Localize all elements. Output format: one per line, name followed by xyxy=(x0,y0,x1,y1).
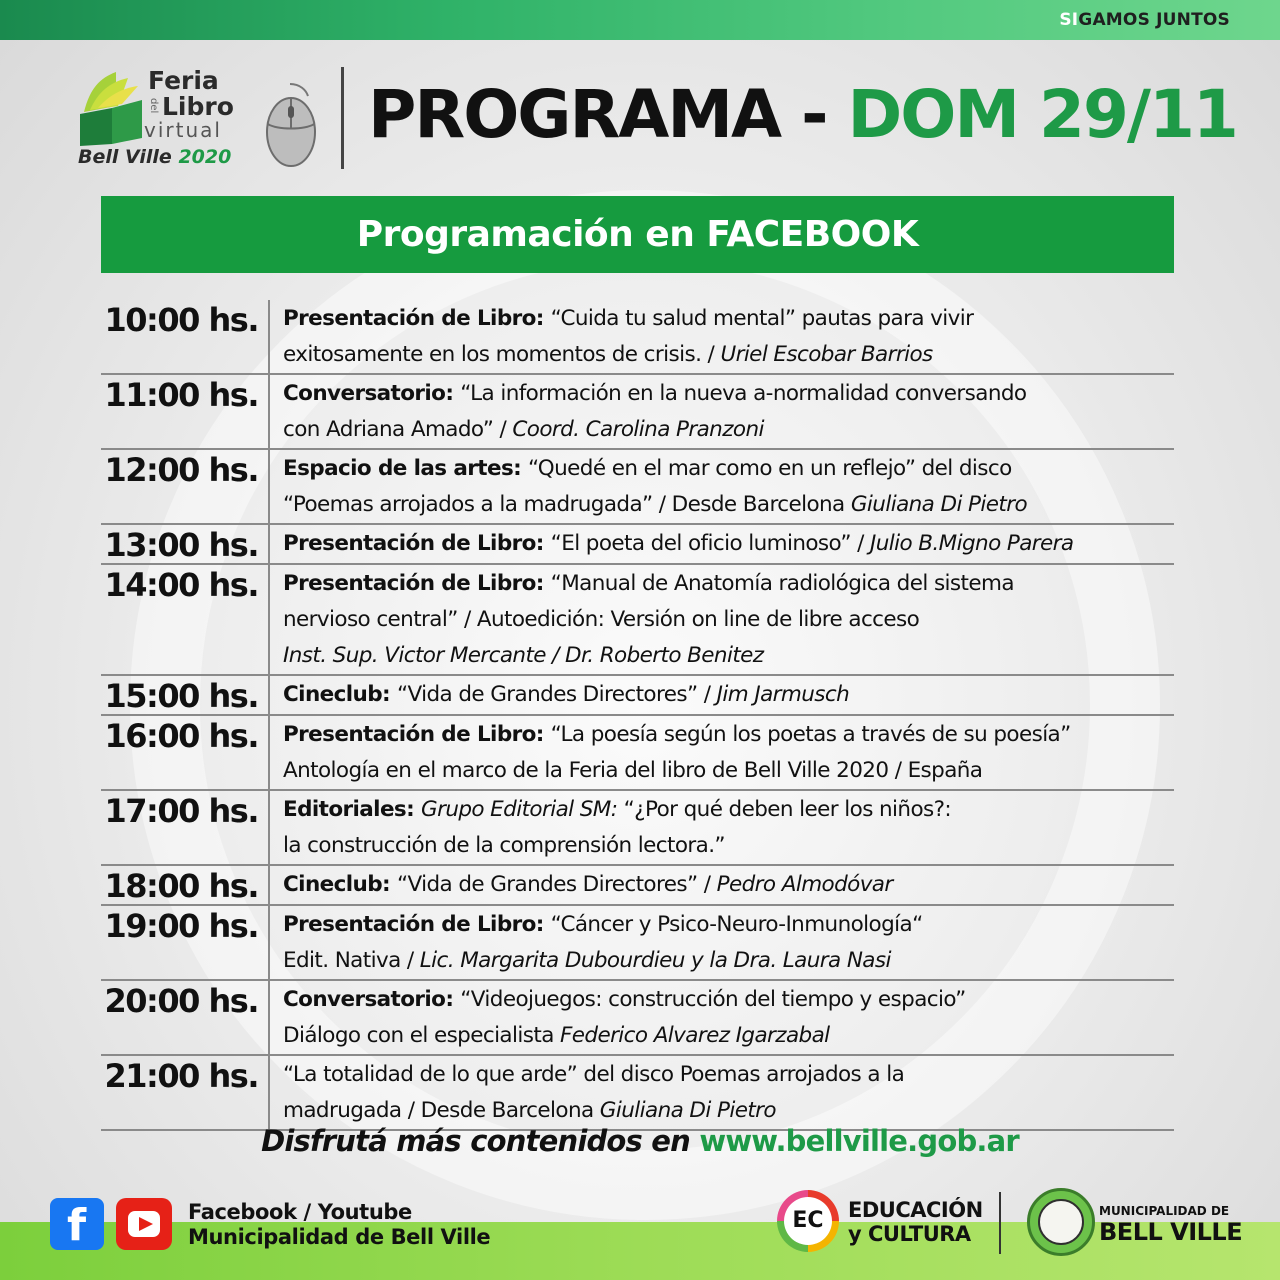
description-segment: Espacio de las artes: xyxy=(283,456,529,481)
description-segment: Conversatorio: xyxy=(283,987,461,1012)
logo-de-text: del xyxy=(148,98,159,114)
description-segment: la construcción de la comprensión lectora.” xyxy=(283,833,725,858)
description-line xyxy=(283,451,1174,487)
schedule-description xyxy=(270,676,1174,714)
schedule-description xyxy=(270,300,1174,373)
schedule-time: 14:00 hs. xyxy=(101,565,270,674)
description-segment: “¿Por qué deben leer los niños?: xyxy=(623,797,952,822)
description-segment: “La totalidad de lo que arde” del disco Poemas arrojados a la xyxy=(283,1062,905,1087)
schedule-row xyxy=(101,866,1174,906)
schedule-row xyxy=(101,791,1174,866)
description-line xyxy=(283,337,1174,373)
schedule-description xyxy=(270,866,1174,904)
program-date: DOM 29/11 xyxy=(847,76,1237,153)
description-segment: “La poesía según los poetas a través de su poesía” xyxy=(550,722,1071,747)
description-segment: Antología en el marco de la Feria del libro de Bell Ville 2020 / España xyxy=(283,758,983,783)
schedule-row xyxy=(101,1056,1174,1131)
description-segment: Federico Alvarez Igarzabal xyxy=(560,1023,830,1048)
description-segment: Presentación de Libro: xyxy=(283,571,551,596)
description-line xyxy=(283,566,1174,602)
description-segment: Pedro Almodóvar xyxy=(716,872,893,897)
slogan: SIGAMOS JUNTOS xyxy=(1059,10,1230,30)
bell-ville-label: BELL VILLE xyxy=(1099,1218,1243,1246)
description-segment: madrugada / Desde Barcelona xyxy=(283,1098,600,1123)
footer-divider xyxy=(999,1192,1001,1254)
page-title: PROGRAMA - DOM 29/11 xyxy=(368,76,1237,153)
description-segment: Uriel Escobar Barrios xyxy=(720,342,933,367)
description-segment: “El poeta del oficio luminoso” / xyxy=(550,531,870,556)
description-segment: Edit. Nativa / xyxy=(283,948,420,973)
description-line xyxy=(283,753,1174,789)
description-line xyxy=(283,982,1174,1018)
description-segment: Grupo Editorial SM: xyxy=(421,797,624,822)
schedule-description xyxy=(270,1056,1174,1129)
description-line xyxy=(283,867,1174,903)
description-segment: “Manual de Anatomía radiológica del sistema xyxy=(550,571,1014,596)
schedule-time: 21:00 hs. xyxy=(101,1056,270,1129)
social-icons xyxy=(50,1198,172,1250)
youtube-icon[interactable] xyxy=(116,1198,172,1250)
schedule-row xyxy=(101,565,1174,676)
header-divider xyxy=(341,67,344,169)
description-segment: Diálogo con el especialista xyxy=(283,1023,560,1048)
schedule-row xyxy=(101,450,1174,525)
description-segment: “Videojuegos: construcción del tiempo y espacio” xyxy=(460,987,966,1012)
description-line xyxy=(283,638,1174,674)
description-segment: Inst. Sup. Victor Mercante / Dr. Roberto Benitez xyxy=(283,643,764,668)
description-line xyxy=(283,301,1174,337)
description-segment: “Cáncer y Psico-Neuro-Inmunología“ xyxy=(550,912,923,937)
educacion-cultura-text: EDUCACIÓN y CULTURA xyxy=(848,1198,983,1246)
description-line xyxy=(283,487,1174,523)
schedule-time: 11:00 hs. xyxy=(101,375,270,448)
logo-feria-text: Feria xyxy=(148,66,219,95)
description-segment: Cineclub: xyxy=(283,872,397,897)
schedule-time: 16:00 hs. xyxy=(101,716,270,789)
description-segment: Giuliana Di Pietro xyxy=(850,492,1028,517)
description-line xyxy=(283,1018,1174,1054)
description-segment: Coord. Carolina Pranzoni xyxy=(512,417,764,442)
municipalidad-crest-icon xyxy=(1027,1188,1095,1256)
schedule-time: 19:00 hs. xyxy=(101,906,270,979)
schedule-row xyxy=(101,676,1174,716)
feria-logo-book-icon xyxy=(76,68,146,148)
description-segment: “Cuida tu salud mental” pautas para vivir xyxy=(550,306,974,331)
schedule-time: 20:00 hs. xyxy=(101,981,270,1054)
description-line xyxy=(283,1057,1174,1093)
logo-virtual-text: virtual xyxy=(144,118,222,142)
schedule-time: 15:00 hs. xyxy=(101,676,270,714)
description-segment: exitosamente en los momentos de crisis. / xyxy=(283,342,721,367)
description-segment: con Adriana Amado” / xyxy=(283,417,513,442)
description-line xyxy=(283,792,1174,828)
schedule-description xyxy=(270,450,1174,523)
description-segment: “Vida de Grandes Directores” / xyxy=(396,872,717,897)
schedule-time: 13:00 hs. xyxy=(101,525,270,563)
description-segment: “Quedé en el mar como en un reflejo” del disco xyxy=(528,456,1012,481)
description-line xyxy=(283,526,1174,562)
description-segment: “Vida de Grandes Directores” / xyxy=(396,682,717,707)
description-segment: Editoriales: xyxy=(283,797,422,822)
logo-libro-text: Libro xyxy=(162,92,234,121)
banner-label: Programación en FACEBOOK xyxy=(356,214,919,255)
description-segment: Presentación de Libro: xyxy=(283,531,551,556)
description-segment: “La información en la nueva a-normalidad conversando xyxy=(460,381,1027,406)
description-segment: Conversatorio: xyxy=(283,381,461,406)
description-line xyxy=(283,717,1174,753)
feria-logo xyxy=(70,60,340,175)
facebook-program-banner xyxy=(101,196,1174,273)
description-segment: Presentación de Libro: xyxy=(283,306,551,331)
schedule-description xyxy=(270,906,1174,979)
description-line xyxy=(283,412,1174,448)
description-segment: Jim Jarmusch xyxy=(716,682,850,707)
schedule-row xyxy=(101,906,1174,981)
schedule-time: 17:00 hs. xyxy=(101,791,270,864)
description-segment: Giuliana Di Pietro xyxy=(599,1098,776,1123)
description-segment: Presentación de Libro: xyxy=(283,912,551,937)
description-segment: Julio B.Migno Parera xyxy=(869,531,1074,556)
description-line xyxy=(283,943,1174,979)
description-segment: Cineclub: xyxy=(283,682,397,707)
schedule-description xyxy=(270,375,1174,448)
social-text: Facebook / Youtube Municipalidad de Bell Ville xyxy=(188,1200,491,1249)
schedule-row xyxy=(101,375,1174,450)
municipalidad-label: MUNICIPALIDAD DE xyxy=(1099,1204,1230,1218)
description-line xyxy=(283,376,1174,412)
description-segment: nervioso central” / Autoedición: Versión on line de libre acceso xyxy=(283,607,920,632)
computer-mouse-icon xyxy=(260,80,322,170)
logo-city-text: Bell Ville 2020 xyxy=(78,146,232,168)
schedule-row xyxy=(101,716,1174,791)
schedule-description xyxy=(270,565,1174,674)
schedule-row xyxy=(101,981,1174,1056)
description-segment: “Poemas arrojados a la madrugada” / Desde Barcelona xyxy=(283,492,851,517)
footer-call-to-action: Disfrutá más contenidos en www.bellville.gob.ar xyxy=(261,1124,1019,1158)
schedule-description xyxy=(270,791,1174,864)
schedule-row xyxy=(101,525,1174,565)
facebook-icon[interactable]: f xyxy=(50,1198,104,1250)
schedule-row xyxy=(101,300,1174,375)
schedule-time: 18:00 hs. xyxy=(101,866,270,904)
top-banner xyxy=(0,0,1280,40)
website-link[interactable]: www.bellville.gob.ar xyxy=(699,1124,1019,1158)
description-segment: Presentación de Libro: xyxy=(283,722,551,747)
schedule-time: 10:00 hs. xyxy=(101,300,270,373)
description-line xyxy=(283,828,1174,864)
educacion-cultura-logo: EC xyxy=(777,1190,839,1252)
description-line xyxy=(283,907,1174,943)
schedule-table xyxy=(101,300,1174,1131)
schedule-description xyxy=(270,981,1174,1054)
description-segment: Lic. Margarita Dubourdieu y la Dra. Laura Nasi xyxy=(419,948,891,973)
schedule-time: 12:00 hs. xyxy=(101,450,270,523)
description-line xyxy=(283,677,1174,713)
schedule-description xyxy=(270,716,1174,789)
description-line xyxy=(283,602,1174,638)
schedule-description xyxy=(270,525,1174,563)
